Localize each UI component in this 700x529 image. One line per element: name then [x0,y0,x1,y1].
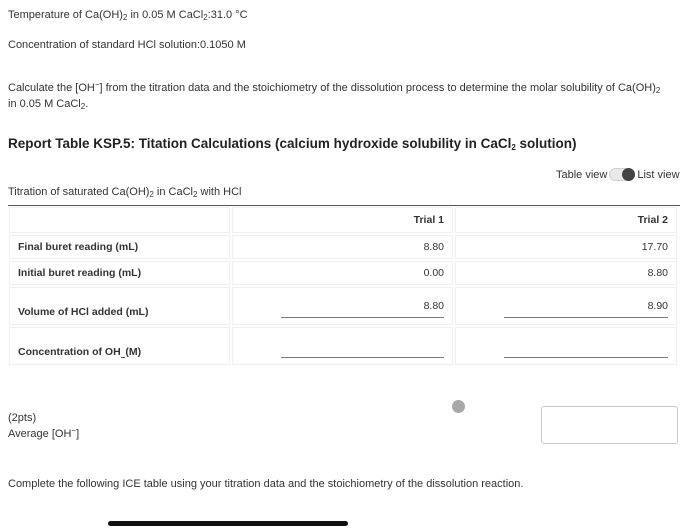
volume-hcl-trial-1-field[interactable] [232,287,453,325]
instructions-text: Calculate the [OH−] from the titration data and the stoichiometry of the dissolution process to determine the molar solubility of $Ca(OH)_2$ in 0.05 M CaCl$_2$. [8,80,661,111]
toggle-knob [622,168,635,181]
row-label-initial-buret: Initial buret reading (mL) [9,261,230,285]
table-row [8,326,680,366]
input-underline [504,357,668,358]
temperature-line: Temperature of $Ca(OH)_2$ in 0.05 M CaCl$_2$:31.0 °C [8,9,248,22]
oh-concentration-trial-1-field[interactable] [232,327,453,365]
table-row [8,286,680,326]
final-buret-trial-1: 8.80 [232,235,453,259]
initial-buret-trial-1: 0.00 [232,261,453,285]
ice-table-instruction: Complete the following ICE table using your titration data and the stoichiometry of the dissolution reaction. [8,478,524,490]
table-row [8,234,680,260]
header-empty [9,207,230,233]
input-underline [281,317,444,318]
list-view-label[interactable]: List view [637,168,680,181]
average-oh-label-block [8,410,79,442]
view-toggle[interactable] [556,168,680,181]
table-header-row [8,206,680,234]
table-view-label[interactable]: Table view [556,168,608,181]
average-oh-input[interactable] [541,406,678,444]
titration-table [8,205,680,366]
average-oh-label: Average [OH−] [8,426,80,440]
points-label: (2pts) [8,412,37,424]
initial-buret-trial-2: 8.80 [455,261,677,285]
volume-hcl-trial-2-field[interactable] [455,287,677,325]
header-trial-2: Trial 2 [455,207,677,233]
row-label-final-buret: Final buret reading (mL) [9,235,230,259]
report-title: Report Table KSP.5: Titation Calculations (calcium hydroxide solubility in CaCl$_2$ solution) [8,136,577,152]
row-label-oh-concentration: Concentration of OH − (M) [9,327,230,365]
row-label-volume-hcl: Volume of HCl added (mL) [9,287,230,325]
volume-hcl-trial-1: 8.80 [423,300,444,312]
final-buret-trial-2: 17.70 [455,235,677,259]
header-trial-1: Trial 1 [232,207,453,233]
table-row [8,260,680,286]
hcl-concentration-line: Concentration of standard HCl solution:0.1050 M [8,39,246,51]
oh-concentration-trial-2-field[interactable] [455,327,677,365]
home-indicator-bar[interactable] [108,521,348,526]
volume-hcl-trial-2: 8.90 [647,300,668,312]
view-toggle-switch[interactable] [609,168,635,181]
table-caption: Titration of saturated $Ca(OH)_2$ in CaCl$_2$ with HCl [8,186,242,199]
input-underline [281,357,444,358]
status-dot-icon [452,400,465,413]
input-underline [504,317,668,318]
